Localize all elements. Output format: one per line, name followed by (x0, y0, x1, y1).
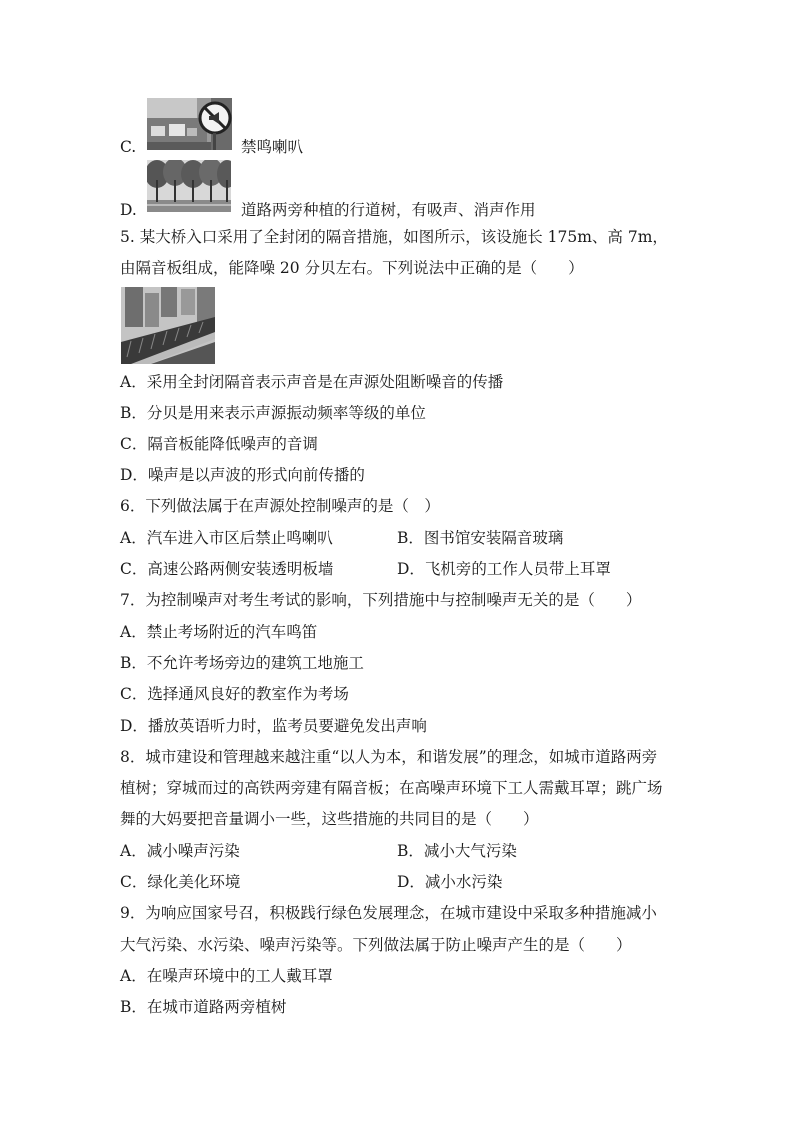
option-c-text: 禁鸣喇叭 (241, 138, 304, 156)
q5-option-a: A．采用全封闭隔音表示声音是在声源处阻断噪音的传播 (120, 373, 504, 391)
option-c-letter: C. (120, 138, 137, 156)
q9-option-b: B．在城市道路两旁植树 (120, 998, 287, 1016)
q8-stem-line2: 植树；穿城而过的高铁两旁建有隔音板；在高噪声环境下工人需戴耳罩；跳广场 (120, 779, 663, 797)
q7-stem: 7．为控制噪声对考生考试的影响，下列措施中与控制噪声无关的是（ ） (120, 591, 642, 609)
no-honking-sign-image (147, 98, 232, 150)
q9-stem-line1: 9．为响应国家号召，积极践行绿色发展理念，在城市建设中采取多种措施减小 (120, 904, 657, 922)
option-d-letter: D. (120, 201, 137, 219)
q6-option-a: A．汽车进入市区后禁止鸣喇叭 (120, 529, 333, 547)
q7-option-b: B．不允许考场旁边的建筑工地施工 (120, 654, 364, 672)
q7-option-a: A．禁止考场附近的汽车鸣笛 (120, 623, 318, 641)
q8-option-d: D．减小水污染 (397, 873, 503, 891)
q8-stem-line3: 舞的大妈要把音量调小一些，这些措施的共同目的是（ ） (120, 810, 539, 828)
q5-option-b: B．分贝是用来表示声源振动频率等级的单位 (120, 404, 426, 422)
soundproof-bridge-image (121, 287, 215, 364)
q5-stem-line1: 5. 某大桥入口采用了全封闭的隔音措施，如图所示，该设施长 175m、高 7m， (120, 228, 668, 246)
q8-stem-line1: 8．城市建设和管理越来越注重“以人为本，和谐发展”的理念，如城市道路两旁 (120, 748, 658, 766)
q8-option-c: C．绿化美化环境 (120, 873, 241, 891)
q7-option-c: C．选择通风良好的教室作为考场 (120, 685, 349, 703)
q6-option-d: D．飞机旁的工作人员带上耳罩 (397, 560, 611, 578)
q7-option-d: D．播放英语听力时，监考员要避免发出声响 (120, 717, 427, 735)
q9-option-a: A．在噪声环境中的工人戴耳罩 (120, 967, 333, 985)
roadside-trees-image (147, 160, 231, 212)
q5-option-c: C．隔音板能降低噪声的音调 (120, 435, 318, 453)
q6-option-c: C．高速公路两侧安装透明板墙 (120, 560, 334, 578)
q6-option-b: B．图书馆安装隔音玻璃 (397, 529, 564, 547)
option-d-text: 道路两旁种植的行道树，有吸声、消声作用 (241, 201, 536, 219)
q6-stem: 6．下列做法属于在声源处控制噪声的是（ ） (120, 497, 440, 515)
q5-stem-line2: 由隔音板组成，能降噪 20 分贝左右。下列说法中正确的是（ ） (120, 259, 584, 277)
q5-option-d: D．噪声是以声波的形式向前传播的 (120, 466, 365, 484)
q9-stem-line2: 大气污染、水污染、噪声污染等。下列做法属于防止噪声产生的是（ ） (120, 936, 632, 954)
q8-option-a: A．减小噪声污染 (120, 842, 240, 860)
q8-option-b: B．减小大气污染 (397, 842, 517, 860)
